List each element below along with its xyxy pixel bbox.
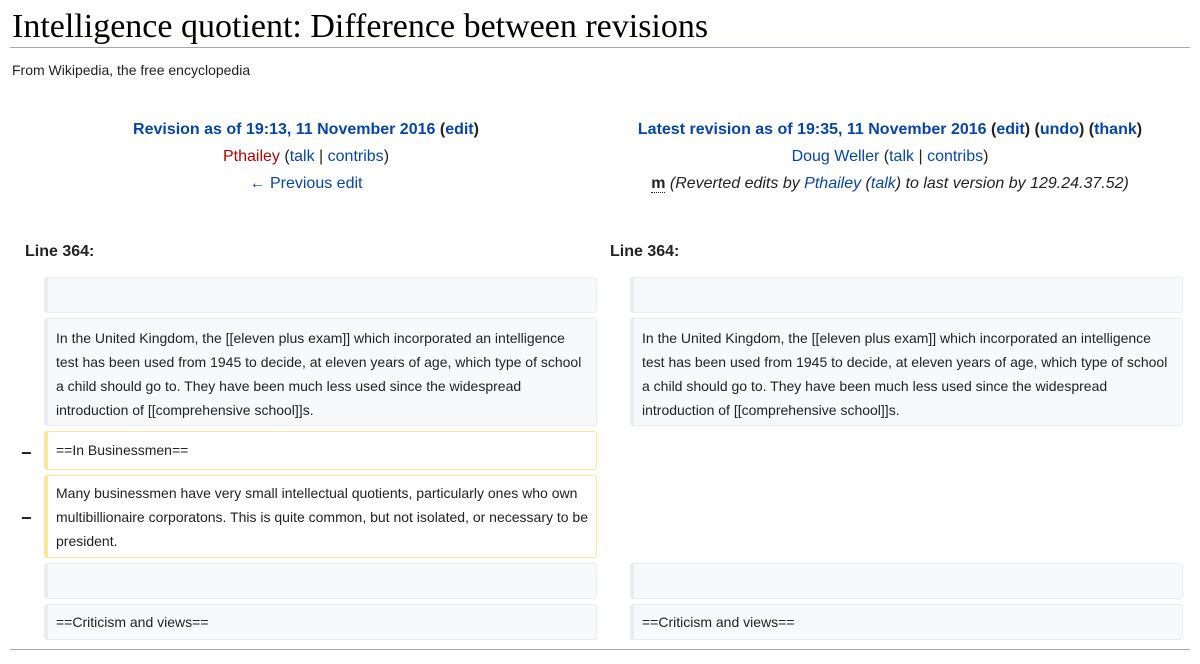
deleted-paragraph-line: Many businessmen have very small intellectual quotients, particularly ones who own multibillionaire corporatons. This is quite common, but not isolated, or necessary to be president. (44, 475, 597, 558)
old-line-number: Line 364: (25, 243, 95, 260)
deleted-line-marker: − (21, 508, 32, 528)
old-revision-contribs-link[interactable]: contribs (327, 148, 384, 165)
link-separator: | (319, 148, 324, 165)
new-revision-title-row (620, 116, 1160, 143)
paren: ( (883, 148, 890, 165)
paren: ) (473, 121, 479, 138)
old-context-paragraph: In the United Kingdom, the [[eleven plus exam]] which incorporated an intelligence test has been used from 1945 to decide, at eleven years of age, which type of school a child should go to. They have been much less used since the widespread introduction of [[comprehensive school]]s. (44, 318, 597, 426)
previous-edit-link[interactable]: ← Previous edit (249, 175, 363, 192)
old-context-empty-line (44, 563, 597, 599)
new-revision-edit-link[interactable]: edit (996, 121, 1025, 138)
old-revision-header (36, 116, 576, 197)
link-separator: | (918, 148, 923, 165)
new-line-number: Line 364: (610, 243, 680, 260)
old-revision-talk-link[interactable]: talk (289, 148, 315, 165)
new-context-paragraph: In the United Kingdom, the [[eleven plus exam]] which incorporated an intelligence test has been used from 1945 to decide, at eleven years of age, which type of school a child should go to. They have been much less used since the widespread introduction of [[comprehensive school]]s. (630, 318, 1183, 426)
thank-link[interactable]: thank (1094, 121, 1137, 138)
paren: ( (439, 121, 446, 138)
minor-edit-flag: m (651, 175, 666, 192)
old-revision-link[interactable]: Revision as of 19:13, 11 November 2016 (133, 121, 436, 138)
new-revision-link[interactable]: Latest revision as of 19:35, 11 November 2016 (637, 121, 987, 138)
new-context-empty-line (630, 277, 1183, 313)
paren: ( (990, 121, 997, 138)
new-revision-header (620, 116, 1160, 197)
paren: ) (1024, 121, 1031, 138)
old-revision-user-link[interactable]: Pthailey (222, 148, 280, 165)
bottom-divider (10, 649, 1190, 650)
paren: ) (895, 175, 902, 192)
new-criticism-heading: ==Criticism and views== (630, 604, 1183, 640)
old-revision-user-row (36, 143, 576, 170)
old-context-empty-line (44, 277, 597, 313)
summary-user-link[interactable]: Pthailey (804, 175, 862, 192)
old-revision-edit-link[interactable]: edit (445, 121, 474, 138)
old-revision-title-row (36, 116, 576, 143)
deleted-heading-line: ==In Businessmen== (44, 431, 597, 470)
old-criticism-heading: ==Criticism and views== (44, 604, 597, 640)
new-revision-user-row (620, 143, 1160, 170)
paren: ( (865, 175, 871, 192)
undo-link[interactable]: undo (1039, 121, 1079, 138)
page-title: Intelligence quotient: Difference between revisions (12, 8, 709, 45)
deleted-line-marker: − (21, 443, 32, 463)
edit-summary-row (620, 170, 1160, 197)
summary-talk-link[interactable]: talk (870, 175, 896, 192)
new-context-empty-line (630, 563, 1183, 599)
new-revision-talk-link[interactable]: talk (889, 148, 914, 165)
summary-suffix: to last version by 129.24.37.52) (905, 175, 1129, 192)
paren: ( (1034, 121, 1040, 138)
paren: ( (284, 148, 290, 165)
title-divider (10, 47, 1190, 48)
paren: ) (983, 148, 989, 165)
paren: ( (1088, 121, 1095, 138)
summary-prefix: (Reverted edits by (669, 175, 800, 192)
paren: ) (1136, 121, 1143, 138)
paren: ) (1078, 121, 1085, 138)
old-revision-nav-row (36, 170, 576, 197)
edit-summary (670, 175, 1129, 192)
new-revision-contribs-link[interactable]: contribs (927, 148, 984, 165)
new-revision-user-link[interactable]: Doug Weller (791, 148, 880, 165)
paren: ) (383, 148, 390, 165)
site-tagline: From Wikipedia, the free encyclopedia (12, 62, 251, 78)
